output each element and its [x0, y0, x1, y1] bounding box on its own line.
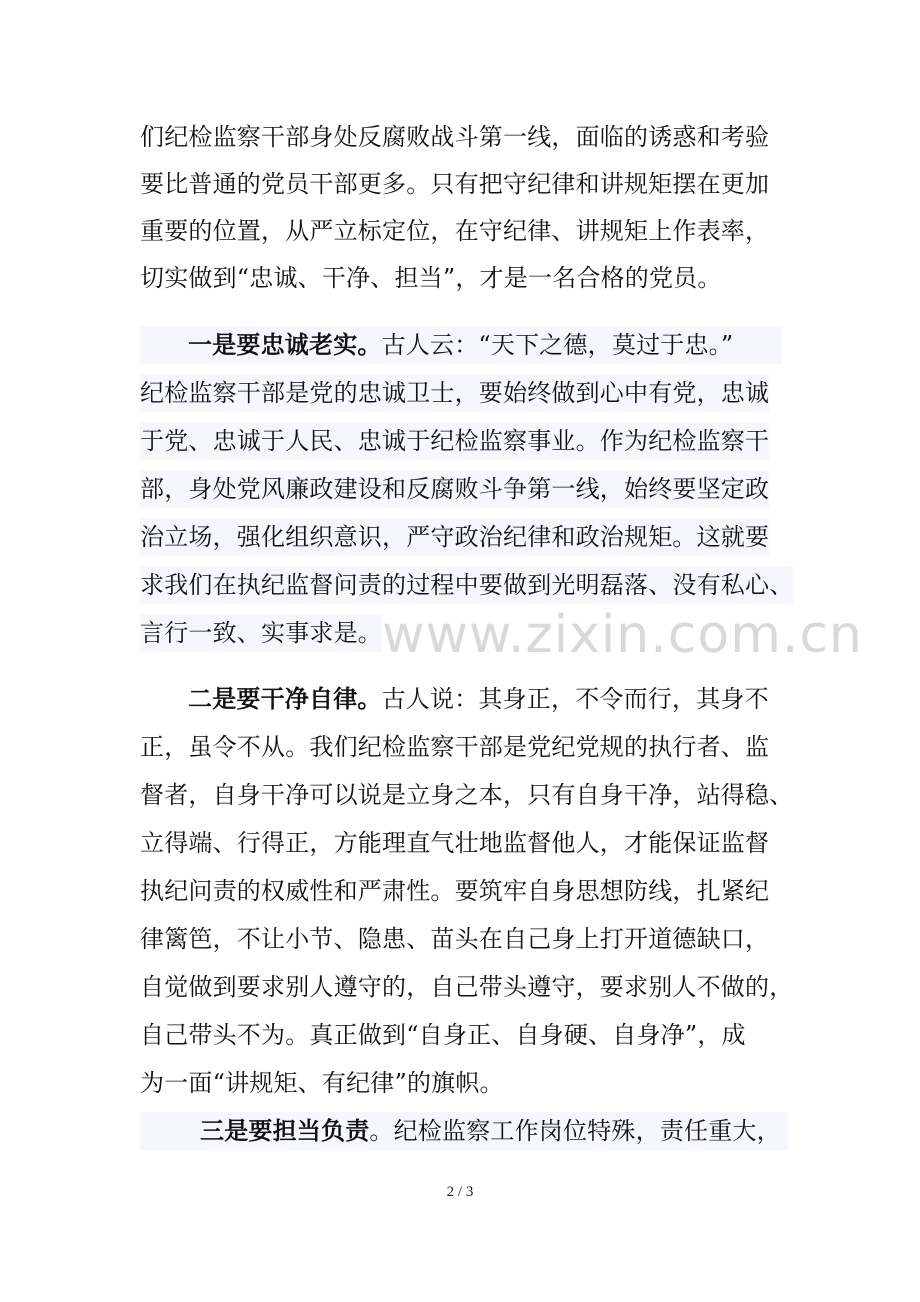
section2-line-9: 为一面“讲规矩、有纪律”的旗帜。: [140, 1069, 504, 1097]
section1-line-7: 言行一致、实事求是。: [140, 614, 382, 652]
section3-first-line: [140, 1112, 788, 1150]
section1-line-2: 纪检监察干部是党的忠诚卫士，要始终做到心中有党，忠诚: [140, 374, 769, 412]
section1-heading: 一是要忠诚老实。: [188, 330, 382, 359]
section2-line-6: 律篱笆，不让小节、隐患、苗头在自己身上打开道德缺口，: [140, 925, 770, 953]
section1-line-6: 求我们在执纪监督问责的过程中要做到光明磊落、没有私心、: [140, 566, 793, 604]
section1-line-4: 部，身处党风廉政建设和反腐败斗争第一线，始终要坚定政: [140, 470, 769, 508]
page-number: 2 / 3: [446, 1184, 474, 1200]
section2-line-8: 自己带头不为。真正做到“自身正、自身硬、自身净”，成: [140, 1021, 746, 1049]
intro-line-2: 要比普通的党员干部更多。只有把守纪律和讲规矩摆在更加: [140, 170, 770, 198]
intro-line-3: 重要的位置，从严立标定位，在守纪律、讲规矩上作表率，: [140, 217, 770, 245]
section2-first-line: [140, 680, 769, 718]
section1-first-line: [140, 326, 782, 364]
section2-line-2: 正，虽令不从。我们纪检监察干部是党纪党规的执行者、监: [140, 733, 770, 761]
section2-line-7: 自觉做到要求别人遵守的，自己带头遵守，要求别人不做的，: [140, 973, 794, 1001]
watermark: www.zixin.com.cn: [382, 605, 863, 665]
section1-line-5: 治立场，强化组织意识，严守政治纪律和政治规矩。这就要: [140, 518, 769, 556]
intro-line-4: 切实做到“忠诚、干净、担当”，才是一名合格的党员。: [140, 264, 722, 292]
section2-line-4: 立得端、行得正，方能理直气壮地监督他人，才能保证监督: [140, 829, 770, 857]
section3-heading: 三是要担当负责: [200, 1116, 370, 1145]
section2-heading: 二是要干净自律。: [188, 684, 382, 713]
section1-line-3: 于党、忠诚于人民、忠诚于纪检监察事业。作为纪检监察干: [140, 422, 769, 460]
section1-first-line-text: 古人云：“天下之德，莫过于忠。”: [381, 331, 734, 359]
section2-line-5: 执纪问责的权威性和严肃性。要筑牢自身思想防线，扎紧纪: [140, 877, 770, 905]
section2-first-line-text: 古人说：其身正，不令而行，其身不: [381, 685, 769, 713]
section3-first-line-text: 。纪检监察工作岗位特殊，责任重大，: [369, 1117, 781, 1145]
section2-line-3: 督者，自身干净可以说是立身之本，只有自身干净，站得稳、: [140, 781, 794, 809]
intro-line-1: 们纪检监察干部身处反腐败战斗第一线，面临的诱惑和考验: [140, 123, 770, 151]
